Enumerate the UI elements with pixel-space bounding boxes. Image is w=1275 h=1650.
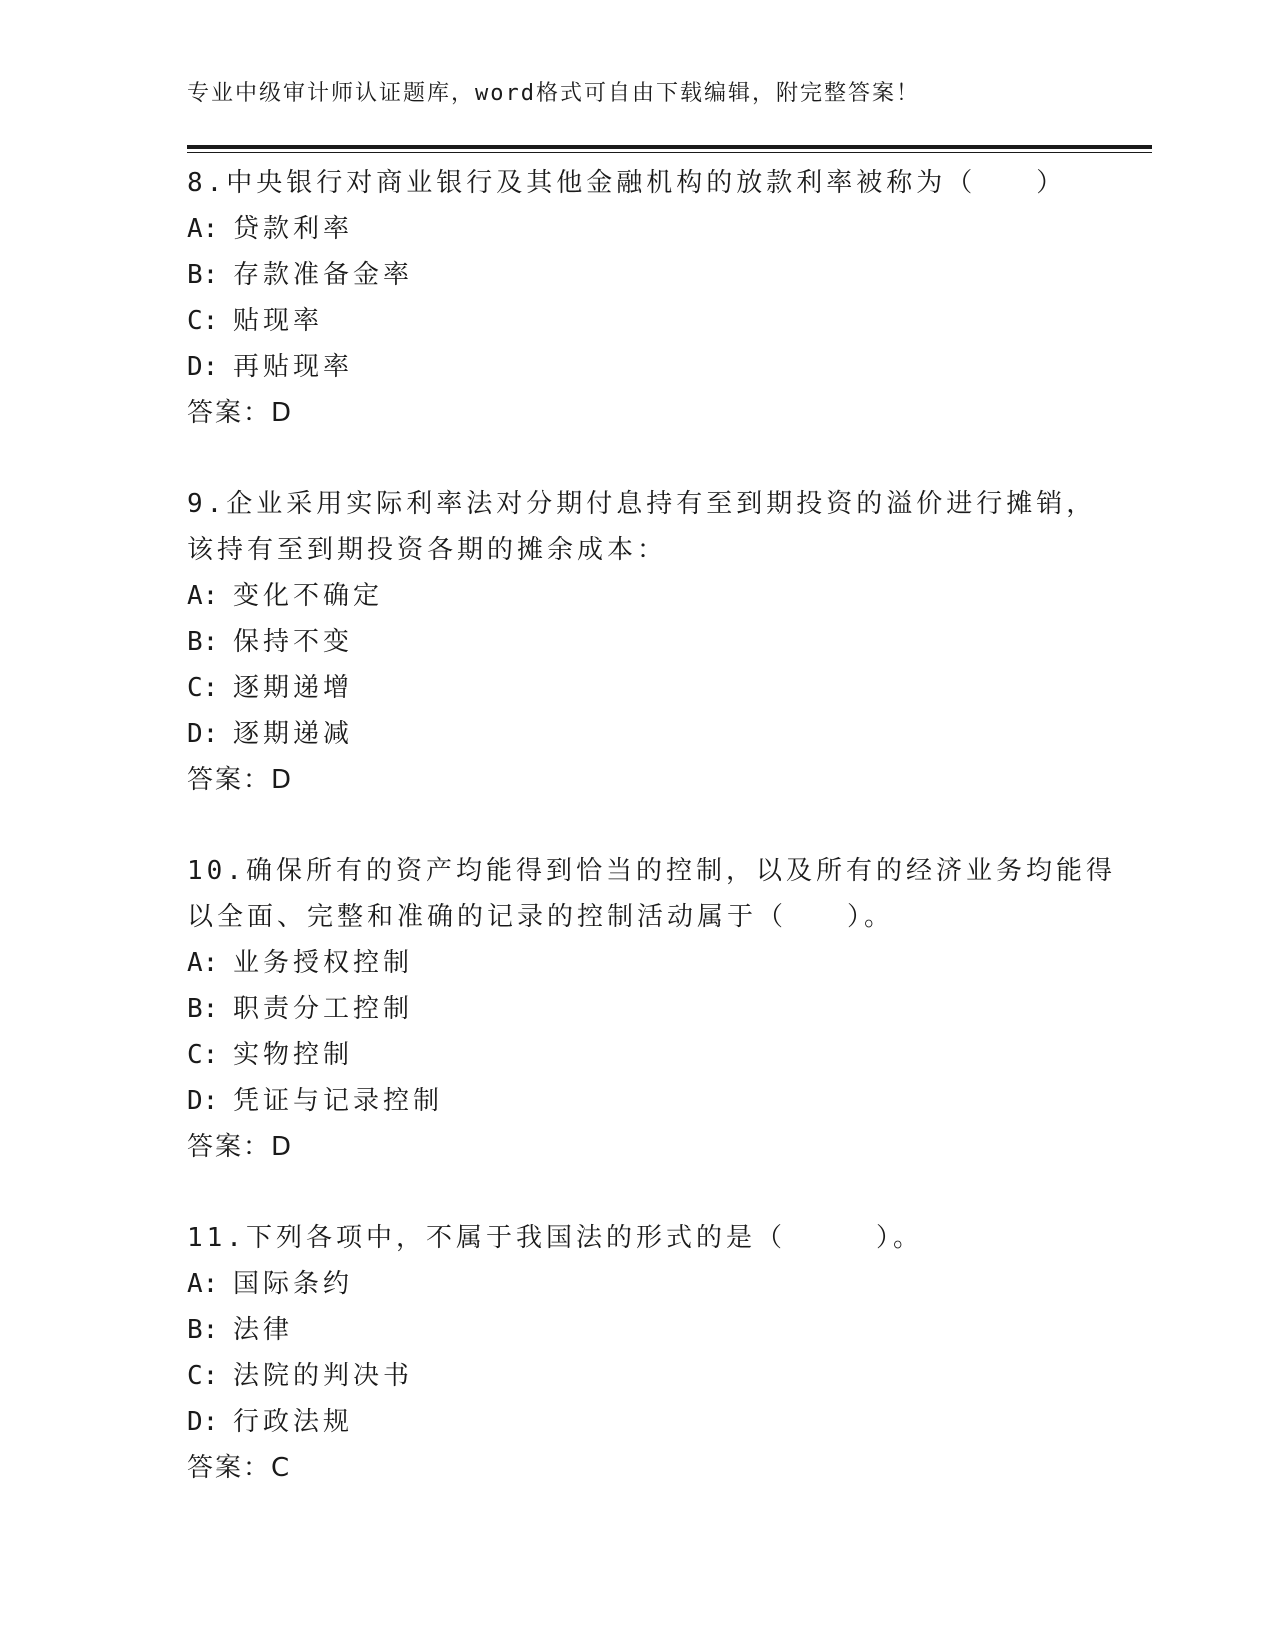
option-b <box>187 1307 1127 1353</box>
option-text: 变化不确定 <box>233 581 384 611</box>
question-stem-continued: 以全面、完整和准确的记录的控制活动属于（ ）。 <box>187 902 895 932</box>
question-stem: 10.确保所有的资产均能得到恰当的控制，以及所有的经济业务均能得 <box>187 856 1116 886</box>
option-letter: C: <box>187 1040 219 1070</box>
option-text: 法院的判决书 <box>233 1361 414 1391</box>
option-text: 再贴现率 <box>233 352 354 382</box>
option-d <box>187 1399 1127 1445</box>
option-text: 贷款利率 <box>233 214 354 244</box>
option-letter: C: <box>187 1361 219 1391</box>
question-list <box>187 160 1127 1491</box>
option-letter: D: <box>187 1086 219 1116</box>
option-letter: B: <box>187 260 219 290</box>
option-b <box>187 252 1127 298</box>
option-d <box>187 1078 1127 1124</box>
option-text: 贴现率 <box>233 306 324 336</box>
option-letter: C: <box>187 306 219 336</box>
option-text: 凭证与记录控制 <box>233 1086 444 1116</box>
option-letter: D: <box>187 1407 219 1437</box>
option-text: 保持不变 <box>233 627 354 657</box>
option-text: 法律 <box>233 1315 294 1345</box>
option-d <box>187 711 1127 757</box>
question-stem: 8.中央银行对商业银行及其他金融机构的放款利率被称为（ ） <box>187 168 1067 198</box>
option-letter: D: <box>187 352 219 382</box>
option-text: 逐期递减 <box>233 719 354 749</box>
option-c <box>187 298 1127 344</box>
option-text: 存款准备金率 <box>233 260 414 290</box>
option-c <box>187 1032 1127 1078</box>
option-a <box>187 940 1127 986</box>
option-b <box>187 986 1127 1032</box>
question-8 <box>187 160 1127 436</box>
document-header: 专业中级审计师认证题库，word格式可自由下载编辑，附完整答案！ <box>187 81 920 106</box>
answer-line: 答案：D <box>187 765 294 795</box>
option-text: 职责分工控制 <box>233 994 414 1024</box>
option-c <box>187 665 1127 711</box>
option-a <box>187 1261 1127 1307</box>
option-text: 行政法规 <box>233 1407 354 1437</box>
option-letter: C: <box>187 673 219 703</box>
question-stem-continued: 该持有至到期投资各期的摊余成本： <box>187 535 668 565</box>
answer-line: 答案：C <box>187 1453 292 1483</box>
option-a <box>187 206 1127 252</box>
option-text: 逐期递增 <box>233 673 354 703</box>
option-a <box>187 573 1127 619</box>
option-letter: B: <box>187 994 219 1024</box>
question-stem: 11.下列各项中，不属于我国法的形式的是（ ）。 <box>187 1223 923 1253</box>
option-letter: A: <box>187 948 219 978</box>
question-10 <box>187 848 1127 1170</box>
answer-line: 答案：D <box>187 1132 294 1162</box>
option-letter: D: <box>187 719 219 749</box>
option-b <box>187 619 1127 665</box>
option-c <box>187 1353 1127 1399</box>
option-letter: A: <box>187 1269 219 1299</box>
question-9 <box>187 481 1127 803</box>
question-stem: 9.企业采用实际利率法对分期付息持有至到期投资的溢价进行摊销， <box>187 489 1097 519</box>
option-text: 国际条约 <box>233 1269 354 1299</box>
option-letter: B: <box>187 1315 219 1345</box>
option-letter: A: <box>187 581 219 611</box>
option-d <box>187 344 1127 390</box>
answer-line: 答案：D <box>187 398 294 428</box>
header-rule-thick <box>187 145 1152 149</box>
option-text: 实物控制 <box>233 1040 354 1070</box>
option-letter: B: <box>187 627 219 657</box>
option-text: 业务授权控制 <box>233 948 414 978</box>
question-11 <box>187 1215 1127 1491</box>
option-letter: A: <box>187 214 219 244</box>
header-rule-thin <box>187 152 1152 153</box>
